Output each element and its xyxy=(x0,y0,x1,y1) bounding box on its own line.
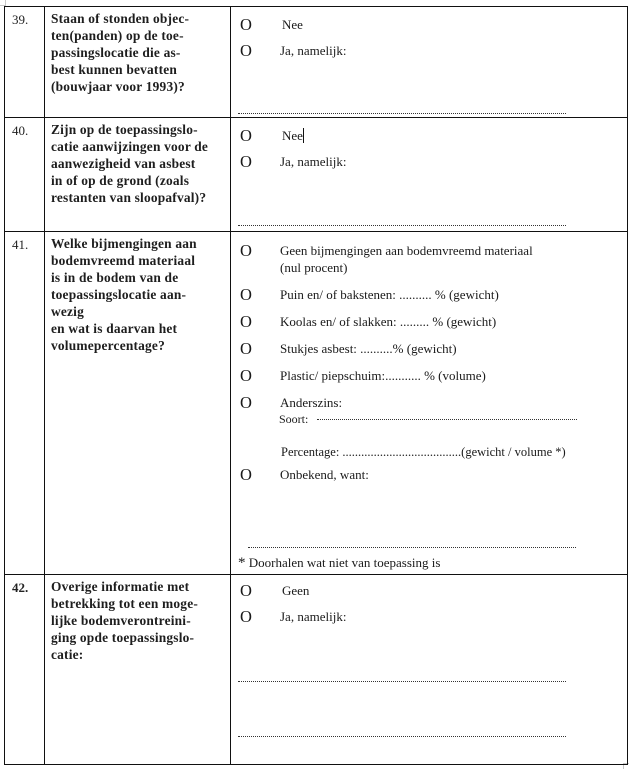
option-nee[interactable] xyxy=(231,127,627,144)
question-number: 41. xyxy=(12,237,29,252)
question-text xyxy=(45,232,230,354)
question-row-39 xyxy=(5,7,628,118)
footnote xyxy=(238,555,440,572)
fill-in-line[interactable] xyxy=(238,113,566,114)
answer-cell xyxy=(231,7,628,118)
answer-cell xyxy=(231,118,628,232)
option-label: Plastic/ piepschuim:........... % (volume) xyxy=(280,368,486,383)
question-line: ging opde toepassingslo- xyxy=(51,630,195,645)
question-line: Overige informatie met xyxy=(51,579,190,594)
radio-circle-icon[interactable]: O xyxy=(240,607,252,626)
question-line: betrekking tot een moge- xyxy=(51,596,198,611)
option-label-text: Nee xyxy=(282,128,303,143)
question-line: Zijn op de toepassingslo- xyxy=(51,122,198,137)
radio-circle-icon[interactable]: O xyxy=(240,393,252,412)
option-geen-bijmengingen[interactable] xyxy=(231,242,627,276)
soort-label: Soort: xyxy=(279,412,309,426)
question-line: Staan of stonden objec- xyxy=(51,11,190,26)
radio-circle-icon[interactable]: O xyxy=(240,285,252,304)
radio-circle-icon[interactable]: O xyxy=(240,241,252,260)
question-row-42 xyxy=(5,575,628,765)
option-label: Geen xyxy=(282,583,310,598)
soort-fill-in-line[interactable] xyxy=(317,419,577,420)
option-label: Anderszins: xyxy=(280,395,343,410)
option-label: Onbekend, want: xyxy=(280,467,369,482)
option-ja[interactable] xyxy=(231,42,627,59)
questionnaire-table xyxy=(4,6,628,765)
radio-circle-icon[interactable]: O xyxy=(240,126,252,145)
option-label-line: Geen bijmengingen aan bodemvreemd materiaal xyxy=(280,243,533,258)
question-line: bodemvreemd materiaal xyxy=(51,253,196,268)
answer-cell xyxy=(231,232,628,575)
radio-circle-icon[interactable]: O xyxy=(240,15,252,34)
question-line: catie aanwijzingen voor de xyxy=(51,139,209,154)
option-label xyxy=(266,242,533,276)
radio-circle-icon[interactable]: O xyxy=(240,339,252,358)
question-row-40 xyxy=(5,118,628,232)
radio-circle-icon[interactable]: O xyxy=(240,465,252,484)
question-line: in of op de grond (zoals xyxy=(51,173,190,188)
question-line: wezig xyxy=(51,304,84,319)
question-line: ten(panden) op de toe- xyxy=(51,28,184,43)
option-label: Ja, namelijk: xyxy=(280,154,347,169)
question-line: restanten van sloopafval)? xyxy=(51,190,207,205)
radio-circle-icon[interactable]: O xyxy=(240,366,252,385)
question-line: (bouwjaar voor 1993)? xyxy=(51,79,185,94)
question-line: aanwezigheid van asbest xyxy=(51,156,196,171)
anderszins-percentage[interactable]: Percentage: ......................................(gewicht / volume *) xyxy=(281,445,566,459)
question-line: passingslocatie die as- xyxy=(51,45,181,60)
option-label-line: (nul procent) xyxy=(280,260,348,275)
question-row-41 xyxy=(5,232,628,575)
option-onbekend[interactable] xyxy=(231,466,627,483)
option-label: Stukjes asbest: ..........% (gewicht) xyxy=(280,341,457,356)
option-ja[interactable] xyxy=(231,608,627,625)
fill-in-line[interactable] xyxy=(238,736,566,737)
option-puin[interactable] xyxy=(231,286,627,303)
radio-circle-icon[interactable]: O xyxy=(240,152,252,171)
option-label: Nee xyxy=(282,17,303,32)
question-number: 42. xyxy=(12,580,29,595)
fill-in-line[interactable] xyxy=(238,225,566,226)
question-text xyxy=(45,118,230,206)
option-stukjes-asbest[interactable] xyxy=(231,340,627,357)
fill-in-line[interactable] xyxy=(248,547,576,548)
option-label: Koolas en/ of slakken: ......... % (gewicht) xyxy=(280,314,497,329)
option-ja[interactable] xyxy=(231,153,627,170)
option-koolas[interactable] xyxy=(231,313,627,330)
radio-circle-icon[interactable]: O xyxy=(240,41,252,60)
question-number: 39. xyxy=(12,12,29,27)
question-line: en wat is daarvan het xyxy=(51,321,178,336)
question-text xyxy=(45,575,230,663)
question-line: is in de bodem van de xyxy=(51,270,179,285)
option-label: Ja, namelijk: xyxy=(280,609,347,624)
footnote-text: Doorhalen wat niet van toepassing is xyxy=(248,555,441,570)
text-cursor xyxy=(303,128,304,143)
question-line: volumepercentage? xyxy=(51,338,165,353)
radio-circle-icon[interactable]: O xyxy=(240,312,252,331)
question-line: Welke bijmengingen aan xyxy=(51,236,197,251)
option-label: Puin en/ of bakstenen: .......... % (gewicht) xyxy=(280,287,499,302)
option-anderszins[interactable] xyxy=(231,394,627,411)
option-nee[interactable] xyxy=(231,16,627,33)
footnote-asterisk: * xyxy=(238,555,246,571)
anderszins-soort xyxy=(279,411,627,427)
option-label xyxy=(266,127,304,144)
question-number: 40. xyxy=(12,123,29,138)
answer-cell xyxy=(231,575,628,765)
fill-in-line[interactable] xyxy=(238,681,566,682)
question-line: catie: xyxy=(51,647,84,662)
radio-circle-icon[interactable]: O xyxy=(240,581,252,600)
question-text xyxy=(45,7,230,95)
question-line: lijke bodemverontreini- xyxy=(51,613,191,628)
option-plastic[interactable] xyxy=(231,367,627,384)
question-line: toepassingslocatie aan- xyxy=(51,287,187,302)
option-geen[interactable] xyxy=(231,582,627,599)
option-label: Ja, namelijk: xyxy=(280,43,347,58)
question-line: best kunnen bevatten xyxy=(51,62,178,77)
